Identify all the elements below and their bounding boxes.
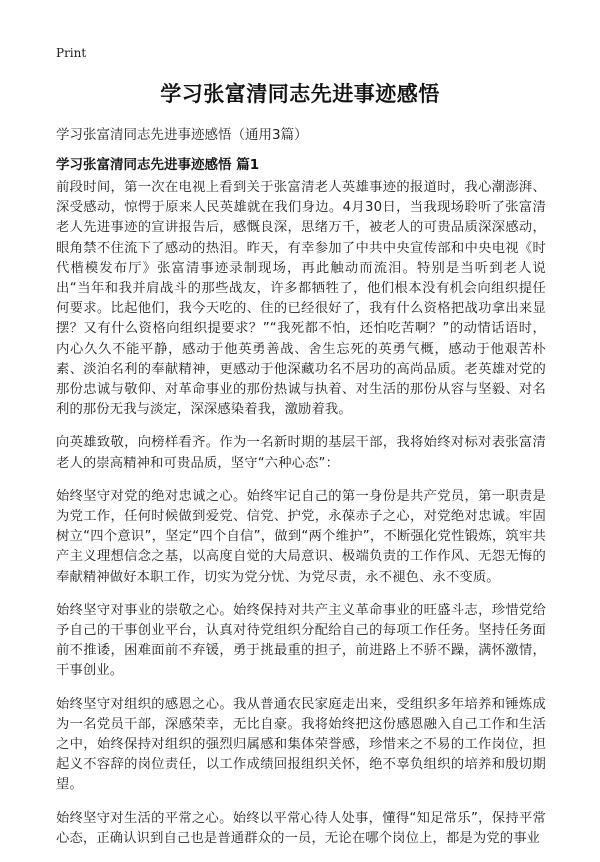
- document-subtitle: 学习张富清同志先进事迹感悟（通用3篇）: [56, 127, 308, 143]
- paragraph-1: 前段时间，第一次在电视上看到关于张富清老人英雄事迹的报道时，我心潮澎湃、深受感动，惊愕于原来人民英雄就在我们身边。4月30日，当我现场聆听了张富清老人先进事迹的宣讲报告后，感慨良深，思绪万千，被老人的可贵品质深深感动，眼角禁不住流下了感动的热泪。昨天，有幸参加了中共中央宣传部和中央电视《时代楷模发布厅》张富清事迹录制现场，再此触动而流泪。特别是当听到老人说出“当年和我并肩战斗的那些战友，许多都牺牲了，他们根本没有机会向组织提任何要求。比起他们，我今天吃的、住的已经很好了，我有什么资格把战功拿出来显摆？又有什么资格向组织提要求？”“我死都不怕，还怕吃苦啊？”的动情话语时，内心久久不能平静，感动于他英勇善战、舍生忘死的英勇气概，感动于他艰苦朴素、淡泊名利的奉献精神，更感动于他深藏功名不居功的高尚品质。老英雄对党的那份忠诚与敬仰、对革命事业的那份热诚与执着、对生活的那份从容与坚毅、对名利的那份无我与淡定，深深感染着我，激励着我。: [56, 180, 546, 418]
- paragraph-5: 始终坚守对组织的感恩之心。我从普通农民家庭走出来，受组织多年培养和锤炼成为一名党员干部，深感荣幸，无比自豪。我将始终把这份感恩融入自己工作和生活之中，始终保持对组织的强烈归属感和集体荣誉感，珍惜来之不易的工作岗位，担起义不容辞的岗位责任，以工作成绩回报组织关怀，绝不辜负组织的培养和殷切期望。: [56, 696, 546, 793]
- page-title: 学习张富清同志先进事迹感悟: [160, 82, 440, 106]
- print-link[interactable]: Print: [56, 46, 87, 60]
- paragraph-2: 向英雄致敬，向榜样看齐。作为一名新时期的基层干部，我将始终对标对表张富清老人的崇高精神和可贵品质，坚守“六种心态”：: [56, 435, 546, 471]
- paragraph-6: 始终坚守对生活的平常之心。始终以平常心待人处事，懂得“知足常乐”，保持平常心态，正确认识到自己也是普通群众的一员，无论在哪个岗位上，都是为党的事业: [56, 810, 546, 846]
- article-body: [56, 178, 546, 862]
- paragraph-3: 始终坚守对党的绝对忠诚之心。始终牢记自己的第一身份是共产党员，第一职责是为党工作，任何时候做到爱党、信党、护党，永葆赤子之心，对党绝对忠诚。牢固树立“四个意识”，坚定“四个自信”，做到“两个维护”，不断强化党性锻炼，筑牢共产主义理想信念之基，以高度自觉的大局意识、极端负责的工作作风、无怨无悔的奉献精神做好本职工作，切实为党分忧、为党尽责，永不褪色、永不变质。: [56, 488, 546, 585]
- section-heading: 学习张富清同志先进事迹感悟 篇1: [56, 157, 260, 173]
- paragraph-4: 始终坚守对事业的崇敬之心。始终保持对共产主义革命事业的旺盛斗志，珍惜党给予自己的干事创业平台，认真对待党组织分配给自己的每项工作任务。坚持任务面前不推诿，困难面前不弃锾，勇于挑最重的担子，前进路上不骄不躁，满怀激情，干事创业。: [56, 602, 546, 679]
